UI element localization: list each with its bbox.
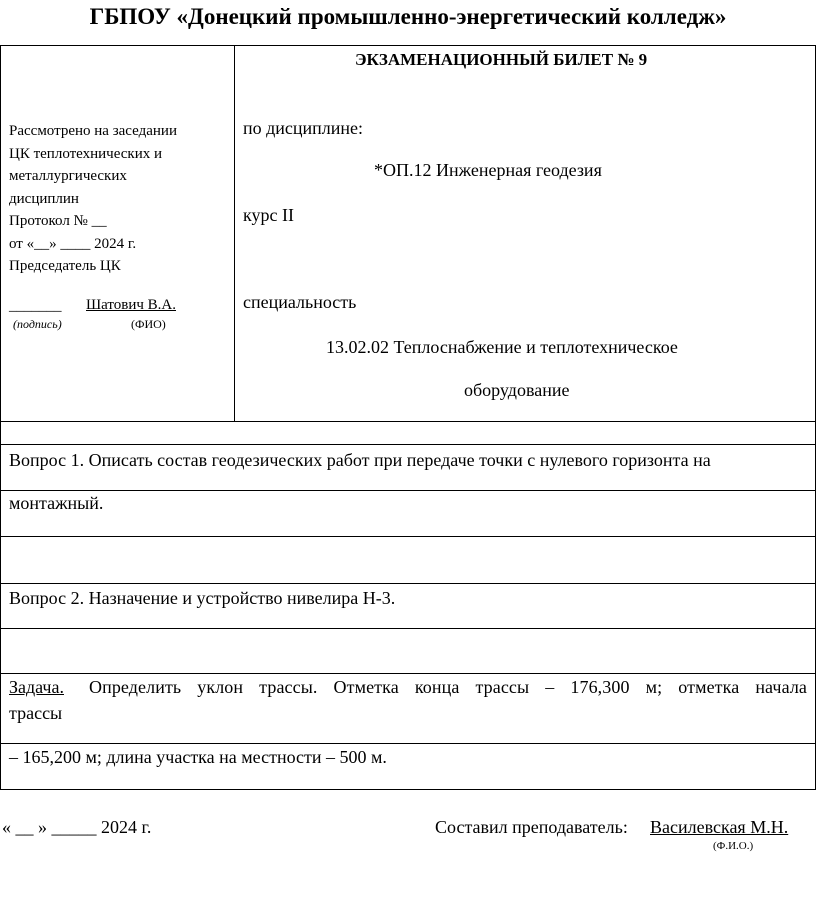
row-divider xyxy=(0,536,816,537)
row-divider xyxy=(0,421,816,422)
name-caption: (ФИО) xyxy=(131,317,166,331)
specialty-label: специальность xyxy=(243,292,357,312)
row-divider xyxy=(0,673,816,674)
approval-line: дисциплин xyxy=(9,190,79,207)
row-divider xyxy=(0,444,816,445)
question-1-continued: монтажный. xyxy=(9,493,104,513)
signature-caption: (подпись) xyxy=(13,317,62,331)
approval-block xyxy=(9,120,177,278)
composer-name: Василевская М.Н. xyxy=(650,817,789,837)
row-divider xyxy=(0,490,816,491)
chairman-name: Шатович В.А. xyxy=(86,297,176,313)
task-label: Задача. xyxy=(9,677,64,697)
approval-line: металлургических xyxy=(9,168,127,184)
header-column-divider xyxy=(234,45,235,421)
row-divider xyxy=(0,628,816,629)
row-divider xyxy=(0,583,816,584)
composer-label: Составил преподаватель: xyxy=(435,817,628,837)
composer-caption: (Ф.И.О.) xyxy=(713,840,754,852)
discipline-name: *ОП.12 Инженерная геодезия xyxy=(374,160,602,180)
approval-line: ЦК теплотехнических и xyxy=(9,145,163,162)
approval-line: Протокол № __ xyxy=(9,213,107,229)
question-1: Вопрос 1. Описать состав геодезических работ при передаче точки с нулевого горизонта на xyxy=(9,450,711,470)
row-divider xyxy=(0,743,816,744)
task-text: Определить уклон трассы. Отметка конца трассы – 176,300 м; отметка начала xyxy=(89,677,807,697)
course: курс II xyxy=(243,205,294,225)
college-title: ГБПОУ «Донецкий промышленно-энергетический колледж» xyxy=(89,4,727,29)
task-text-continued: трассы xyxy=(9,703,63,723)
task-text-continued: – 165,200 м; длина участка на местности – 500 м. xyxy=(9,747,387,767)
ticket-title: ЭКЗАМЕНАЦИОННЫЙ БИЛЕТ № 9 xyxy=(355,50,648,69)
approval-line: от «__» ____ 2024 г. xyxy=(9,235,137,252)
specialty-line: 13.02.02 Теплоснабжение и теплотехническое xyxy=(326,337,678,357)
approval-line: Рассмотрено на заседании xyxy=(9,123,177,139)
discipline-label: по дисциплине: xyxy=(243,118,364,138)
approval-line: Председатель ЦК xyxy=(9,258,121,274)
footer-date: « __ » _____ 2024 г. xyxy=(2,817,152,837)
signature-blank: _______ xyxy=(9,298,62,314)
question-2: Вопрос 2. Назначение и устройство нивелира Н-3. xyxy=(9,588,396,608)
specialty-line: оборудование xyxy=(464,380,570,400)
